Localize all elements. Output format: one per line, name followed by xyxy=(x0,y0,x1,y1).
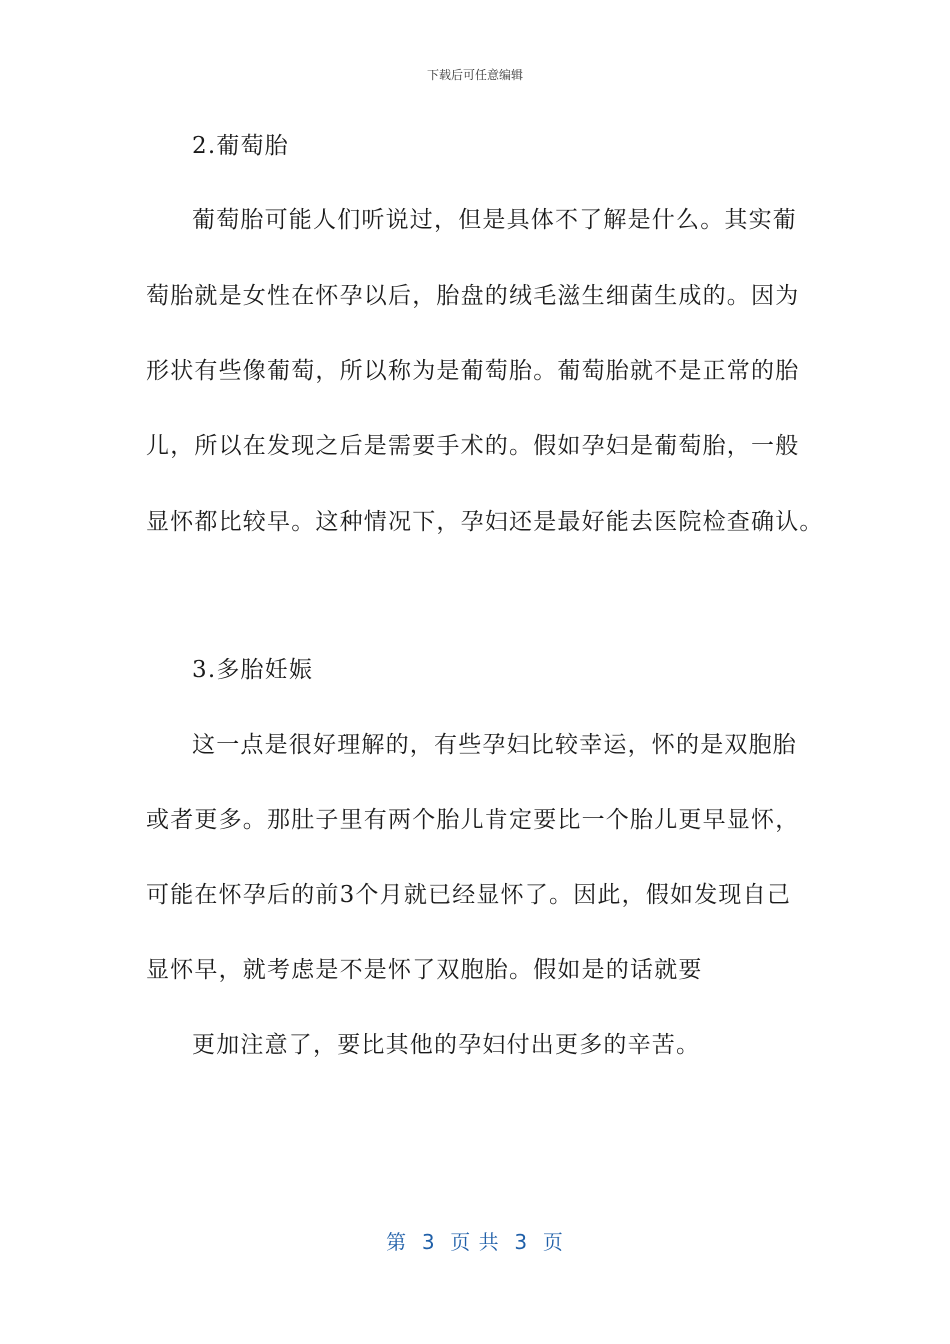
section-heading: 2.葡萄胎 xyxy=(192,133,289,159)
paragraph-line: 显怀都比较早。这种情况下，孕妇还是最好能去医院检查确认。 xyxy=(146,509,824,535)
page-header-note: 下载后可任意编辑 xyxy=(426,68,523,82)
section-heading: 3.多胎妊娠 xyxy=(192,657,314,683)
paragraph-line: 这一点是很好理解的，有些孕妇比较幸运，怀的是双胞胎 xyxy=(192,732,797,758)
paragraph-line: 形状有些像葡萄，所以称为是葡萄胎。葡萄胎就不是正常的胎 xyxy=(146,358,800,384)
paragraph-line: 萄胎就是女性在怀孕以后，胎盘的绒毛滋生细菌生成的。因为 xyxy=(146,283,800,309)
page-number-footer xyxy=(0,1226,950,1255)
paragraph-line: 儿，所以在发现之后是需要手术的。假如孕妇是葡萄胎，一般 xyxy=(146,433,800,459)
paragraph-line: 葡萄胎可能人们听说过，但是具体不了解是什么。其实葡 xyxy=(192,207,797,233)
paragraph-line: 显怀早，就考虑是不是怀了双胞胎。假如是的话就要 xyxy=(146,957,703,983)
paragraph-line: 更加注意了，要比其他的孕妇付出更多的辛苦。 xyxy=(192,1032,701,1058)
paragraph-line: 或者更多。那肚子里有两个胎儿肯定要比一个胎儿更早显怀， xyxy=(146,807,800,833)
page-number-text: 第 3 页 共 3 页 xyxy=(386,1230,564,1254)
paragraph-line: 可能在怀孕后的前3个月就已经显怀了。因此，假如发现自己 xyxy=(146,882,792,908)
